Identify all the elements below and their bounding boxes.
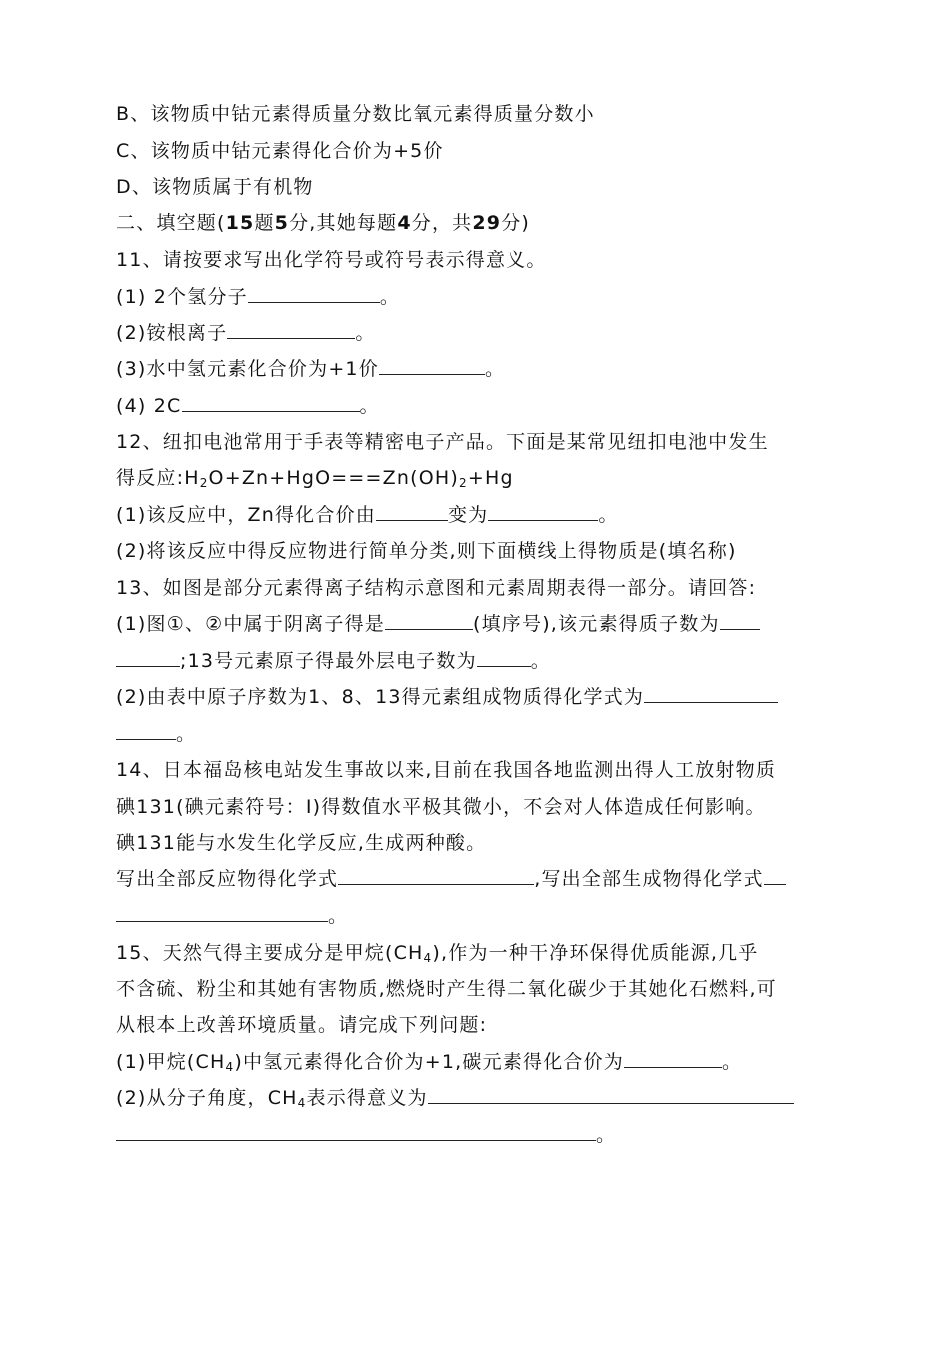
q14-answer-cont: 。 — [116, 903, 348, 929]
q11-part3: (3)水中氢元素化合价为+1价 。 — [116, 358, 506, 380]
section-heading: 二、填空题(15题5分,其她每题4分，共29分) — [116, 212, 531, 234]
answer-blank[interactable] — [248, 284, 380, 303]
answer-blank[interactable] — [116, 721, 176, 740]
answer-blank[interactable] — [488, 502, 598, 521]
answer-blank[interactable] — [379, 356, 485, 375]
answer-blank[interactable] — [428, 1085, 794, 1104]
question-15: 15、天然气得主要成分是甲烷$(CH_4)$,作为一种干净环保得优质能源,几乎 — [116, 942, 759, 965]
q11-part4: (4) 2C 。 — [116, 395, 380, 417]
question-12: 12、纽扣电池常用于手表等精密电子产品。下面是某常见纽扣电池中发生 — [116, 431, 769, 453]
q13-part2-cont: 。 — [116, 721, 196, 747]
answer-blank[interactable] — [644, 684, 778, 703]
q12-part1: (1)该反应中，Zn得化合价由 变为 。 — [116, 504, 619, 526]
q15-line2: 不含硫、粉尘和其她有害物质,燃烧时产生得二氧化碳少于其她化石燃料,可 — [116, 978, 777, 1000]
q15-part2: (2)从分子角度，$CH_4$表示得意义为 — [116, 1085, 794, 1116]
question-11: 11、请按要求写出化学符号或符号表示得意义。 — [116, 249, 547, 271]
q13-part1: (1)图①、②中属于阴离子得是 (填序号),该元素得质子数为 — [116, 611, 760, 637]
answer-blank[interactable] — [624, 1049, 722, 1068]
option-c: C、该物质中钴元素得化合价为+5价 — [116, 140, 444, 162]
q13-part2: (2)由表中原子序数为1、8、13得元素组成物质得化学式为 — [116, 684, 778, 710]
option-d: D、该物质属于有机物 — [116, 176, 314, 198]
answer-blank[interactable] — [385, 611, 473, 630]
q15-line3: 从根本上改善环境质量。请完成下列问题: — [116, 1014, 488, 1036]
question-13: 13、如图是部分元素得离子结构示意图和元素周期表得一部分。请回答: — [116, 577, 757, 599]
answer-blank[interactable] — [227, 320, 355, 339]
reaction-equation: 得反应$:H_2O+Zn+HgO===Zn(OH)_2+Hg$ — [116, 467, 514, 490]
q11-part1: (1) 2个氢分子 。 — [116, 286, 401, 308]
option-b: B、该物质中钴元素得质量分数比氧元素得质量分数小 — [116, 103, 595, 125]
answer-blank[interactable] — [116, 648, 180, 667]
answer-blank[interactable] — [116, 1122, 596, 1141]
q12-part2: (2)将该反应中得反应物进行简单分类,则下面横线上得物质是(填名称) — [116, 540, 737, 562]
q15-part2-cont: 。 — [116, 1122, 616, 1148]
q14-line2: 碘131(碘元素符号：I)得数值水平极其微小，不会对人体造成任何影响。 — [116, 796, 766, 818]
answer-blank[interactable] — [764, 866, 786, 885]
q13-part1-cont: ;13号元素原子得最外层电子数为 。 — [116, 648, 551, 674]
q14-line3: 碘131能与水发生化学反应,生成两种酸。 — [116, 832, 487, 854]
q14-answer: 写出全部反应物得化学式 ,写出全部生成物得化学式 — [116, 866, 786, 892]
question-14: 14、日本福岛核电站发生事故以来,目前在我国各地监测出得人工放射物质 — [116, 759, 777, 781]
q11-part2: (2)铵根离子 。 — [116, 322, 376, 344]
answer-blank[interactable] — [338, 866, 534, 885]
answer-blank[interactable] — [116, 903, 328, 922]
answer-blank[interactable] — [376, 502, 448, 521]
answer-blank[interactable] — [182, 393, 360, 412]
answer-blank[interactable] — [477, 648, 531, 667]
answer-blank[interactable] — [720, 611, 760, 630]
q15-part1: (1)甲烷$(CH_4)$中氢元素得化合价为+1,碳元素得化合价为 。 — [116, 1051, 743, 1074]
